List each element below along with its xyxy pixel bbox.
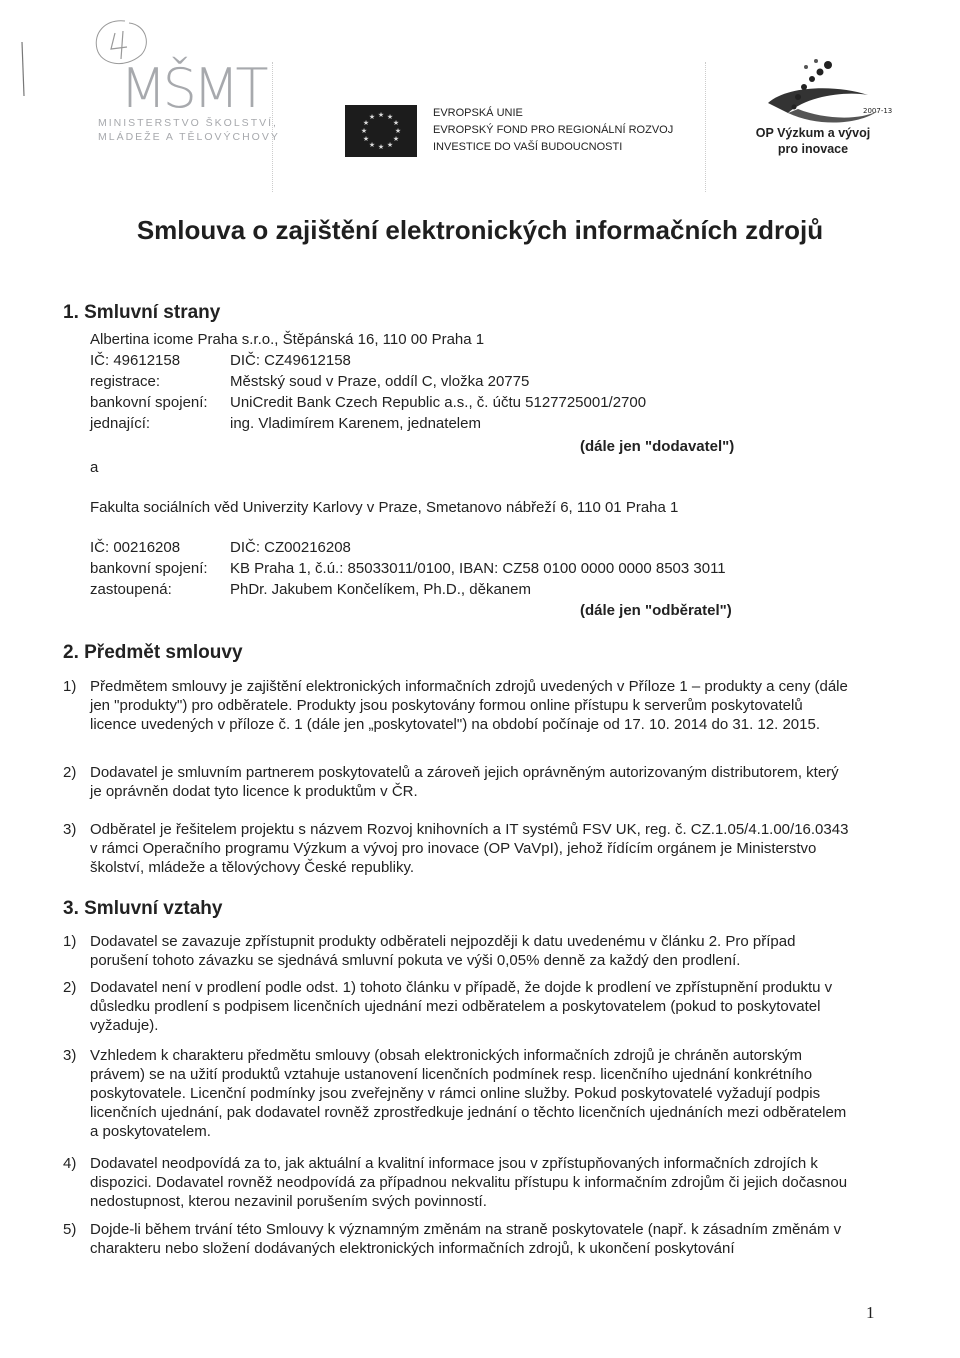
supplier-registration-value: Městský soud v Praze, oddíl C, vložka 20775	[230, 373, 530, 390]
supplier-ic: IČ: 49612158	[90, 352, 181, 369]
margin-pen-stroke	[14, 40, 34, 100]
paragraph-text: Dodavatel je smluvním partnerem poskytovatelů a zároveň jejich oprávněným autorizovaným distributorem, který je oprávněn dodat tyto licence k produktům v ČR.	[90, 764, 839, 800]
paragraph-text: Dodavatel neodpovídá za to, jak aktuální a kvalitní informace jsou v zpřístupňovaných informačních zdrojích k dispozici. Dodavatel rovněž neodpovídá za případnou nekvalitu přístupu k informačním zdrojům či jejich dočasnou nedostupnost, kterou nezavinil porušením svých povinností.	[90, 1155, 848, 1210]
msmt-name-line1: MINISTERSTVO ŠKOLSTVÍ,	[98, 117, 278, 129]
supplier-bank-row	[90, 393, 790, 413]
eu-line-2: EVROPSKÝ FOND PRO REGIONÁLNÍ ROZVOJ	[433, 124, 674, 136]
buyer-dic: DIČ: CZ00216208	[230, 539, 351, 556]
supplier-representative-label: jednající:	[90, 415, 151, 432]
msmt-logo	[98, 57, 280, 144]
msmt-logo-mark: MŠMT	[120, 57, 265, 120]
paragraph-number: 1)	[63, 678, 77, 695]
svg-text:★: ★	[377, 143, 385, 151]
supplier-alias: (dále jen "dodavatel")	[580, 438, 735, 455]
supplier-registration-label: registrace:	[90, 373, 161, 390]
paragraph-number: 2)	[63, 979, 77, 996]
svg-text:★: ★	[392, 135, 400, 143]
svg-text:★: ★	[362, 119, 370, 127]
svg-text:★: ★	[377, 111, 385, 119]
paragraph-number: 1)	[63, 933, 77, 950]
paragraph-text: Dodavatel není v prodlení podle odst. 1) tohoto článku v případě, že dojde k prodlení ve zpřístupnění produktu v důsledku prodlení s podpisem licenčních ujednání mezi odběratelem a poskytovatelem (pokud to poskytovatel vyžaduje).	[90, 979, 833, 1034]
section-3-paragraph-1	[63, 932, 853, 970]
section-3-paragraph-3	[63, 1046, 853, 1141]
op-line-2: pro inovace	[777, 142, 849, 156]
paragraph-text: Dojde-li během trvání této Smlouvy k významným změnám na straně poskytovatele (např. k zásadním změnám v charakteru nebo složení dodávaných elektronických informačních zdrojů, k ukončení poskytování	[90, 1221, 842, 1257]
buyer-ic: IČ: 00216208	[90, 539, 181, 556]
section-3-paragraph-2	[63, 978, 853, 1035]
supplier-dic: DIČ: CZ49612158	[230, 352, 351, 369]
svg-text:★: ★	[386, 113, 394, 121]
supplier-bank-label: bankovní spojení:	[90, 394, 208, 411]
section-3-heading: 3. Smluvní vztahy	[63, 898, 223, 919]
header-divider-right	[705, 62, 706, 192]
buyer-ids-row	[90, 538, 810, 558]
paragraph-number: 3)	[63, 821, 77, 838]
eu-flag-icon	[345, 105, 417, 157]
buyer-bank-row	[90, 559, 810, 579]
paragraph-text: Vzhledem k charakteru předmětu smlouvy (obsah elektronických informačních zdrojů je chráněn autorským právem) se na užití produktů vztahuje ustanovení licenčních podmínek resp. licenčního ujednání konkrétního poskytovatele. Licenční podmínky jsou zveřejněny v rámci online služby. Pokud poskytovatelé vyžadují podpis licenčních ujednání, pak dodavatel rovněž zprostředkuje jednání o těchto licenčních ujednáních mezi odběratelem a poskytovatelem.	[90, 1047, 847, 1140]
supplier-ids-row	[90, 351, 790, 371]
supplier-registration-row	[90, 372, 790, 392]
op-years: 2007-13	[863, 107, 893, 115]
op-line-1: OP Výzkum a vývoj	[755, 126, 871, 140]
buyer-representative-row	[90, 580, 810, 600]
section-3-paragraph-4	[63, 1154, 853, 1211]
header-divider-left	[272, 62, 273, 192]
supplier-representative-value: ing. Vladimírem Karenem, jednatelem	[230, 415, 481, 432]
paragraph-text: Předmětem smlouvy je zajištění elektronických informačních zdrojů uvedených v Příloze 1 – produkty a ceny (dále jen "produkty") pro odběratele. Produkty jsou poskytovány formou online přístupu k serverům poskytovatelů licence uvedených v příloze č. 1 (dále jen „poskytovatel") na období počínaje od 17. 10. 2014 do 31. 12. 2015.	[90, 678, 848, 733]
section-2-paragraph-3	[63, 820, 853, 877]
conjunction-a: a	[90, 459, 99, 476]
eu-line-1: EVROPSKÁ UNIE	[433, 107, 523, 119]
svg-text:★: ★	[368, 141, 376, 149]
op-text-block	[728, 125, 898, 157]
svg-text:★: ★	[392, 119, 400, 127]
msmt-name-line2: MLÁDEŽE A TĚLOVÝCHOVY	[98, 131, 280, 143]
svg-text:★: ★	[360, 127, 368, 135]
section-2-paragraph-2	[63, 763, 853, 801]
document-title: Smlouva o zajištění elektronických informačních zdrojů	[136, 215, 824, 245]
svg-text:★: ★	[362, 135, 370, 143]
paragraph-number: 5)	[63, 1221, 77, 1238]
paragraph-number: 4)	[63, 1155, 77, 1172]
paragraph-number: 3)	[63, 1047, 77, 1064]
svg-text:★: ★	[368, 113, 376, 121]
section-2-paragraph-1	[63, 677, 853, 734]
buyer-name: Fakulta sociálních věd Univerzity Karlovy v Praze, Smetanovo nábřeží 6, 110 01 Praha 1	[90, 499, 679, 516]
buyer-representative-value: PhDr. Jakubem Končelíkem, Ph.D., děkanem	[230, 581, 531, 598]
supplier-name: Albertina icome Praha s.r.o., Štěpánská 16, 110 00 Praha 1	[90, 331, 485, 348]
section-2-heading: 2. Předmět smlouvy	[63, 642, 243, 663]
page-number: 1	[866, 1303, 875, 1322]
supplier-representative-row	[90, 414, 790, 434]
section-1-heading: 1. Smluvní strany	[63, 302, 221, 323]
svg-text:★: ★	[394, 127, 402, 135]
buyer-representative-label: zastoupená:	[90, 581, 172, 598]
buyer-bank-value: KB Praha 1, č.ú.: 85033011/0100, IBAN: CZ58 0100 0000 0000 8503 3011	[230, 560, 726, 577]
buyer-alias: (dále jen "odběratel")	[580, 602, 732, 619]
svg-text:★: ★	[386, 141, 394, 149]
paragraph-text: Odběratel je řešitelem projektu s názvem Rozvoj knihovních a IT systémů FSV UK, reg. č. CZ.1.05/4.1.00/16.0343 v rámci Operačního programu Výzkum a vývoj pro inovace (OP VaVpI), jehož řídícím orgánem je Ministerstvo školství, mládeže a tělovýchovy České republiky.	[90, 821, 849, 876]
eu-line-3: INVESTICE DO VAŠÍ BUDOUCNOSTI	[433, 141, 623, 153]
supplier-bank-value: UniCredit Bank Czech Republic a.s., č. účtu 5127725001/2700	[230, 394, 647, 411]
section-3-paragraph-5	[63, 1220, 853, 1258]
eu-text-block	[433, 105, 673, 156]
paragraph-number: 2)	[63, 764, 77, 781]
paragraph-text: Dodavatel se zavazuje zpřístupnit produkty odběrateli nejpozději k datu uvedenému v článku 2. Pro případ porušení tohoto závazku se sjednává smluvní pokuta ve výši 0,05% denně za každý den prodlení.	[90, 933, 796, 969]
buyer-bank-label: bankovní spojení:	[90, 560, 208, 577]
